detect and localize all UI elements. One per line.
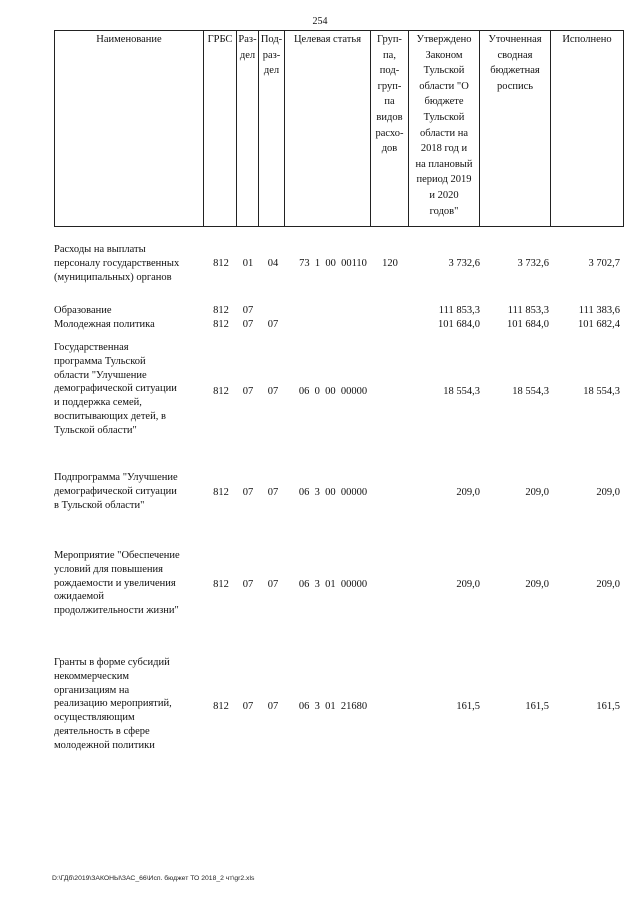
header-tselevaya-statya: Целевая статья: [293, 34, 362, 45]
cell-podrazdel: 07: [267, 487, 279, 498]
cell-razdel: 07: [242, 579, 254, 590]
header-name: Наименование: [96, 34, 162, 45]
header-ispolneno: Исполнено: [562, 34, 612, 45]
cell-tselevaya-statya: 06 3 01 21680: [298, 701, 368, 712]
cell-name: Расходы на выплаты персоналу государственных (муниципальных) органов: [54, 244, 180, 283]
cell-tselevaya-statya: 06 3 01 00000: [298, 579, 368, 590]
cell-tselevaya-statya: 06 3 00 00000: [298, 487, 368, 498]
header-gruppa: Груп- па, под- груп- па видов расхо- дов: [375, 34, 404, 155]
cell-name: Государственная программа Тульской области "Улучшение демографической ситуации и поддержка семей, воспитывающих детей, в Тульской области": [54, 342, 177, 436]
header-razdel: Раз- дел: [238, 34, 257, 61]
cell-utverzhdeno: 101 684,0: [438, 319, 480, 330]
cell-ispolneno: 161,5: [596, 701, 620, 712]
cell-tselevaya-statya: 73 1 00 00110: [299, 258, 367, 269]
cell-utverzhdeno: 209,0: [456, 579, 480, 590]
header-grbs: ГРБС: [207, 34, 233, 45]
cell-grbs: 812: [213, 487, 229, 498]
cell-ispolneno: 111 383,6: [578, 305, 620, 316]
header-podrazdel: Под- раз- дел: [260, 34, 283, 77]
cell-podrazdel: 04: [267, 258, 279, 269]
cell-utverzhdeno: 161,5: [456, 701, 480, 712]
cell-utochnennaya: 209,0: [525, 579, 549, 590]
cell-razdel: 01: [242, 258, 254, 269]
cell-podrazdel: 07: [267, 319, 279, 330]
header-utverzhdeno: Утверждено Законом Тульской области "О бюджете Тульской области на 2018 год и на плановый период 2019 и 2020 годов": [415, 34, 473, 217]
cell-name: Гранты в форме субсидий некоммерческим организациям на реализацию мероприятий, осуществляющим деятельность в сфере молодежной политики: [54, 657, 172, 751]
cell-utverzhdeno: 111 853,3: [438, 305, 480, 316]
cell-utochnennaya: 161,5: [525, 701, 549, 712]
cell-razdel: 07: [242, 305, 254, 316]
cell-utverzhdeno: 3 732,6: [448, 258, 480, 269]
cell-name: Мероприятие "Обеспечение условий для повышения рождаемости и увеличения ожидаемой продолжительности жизни": [54, 550, 180, 617]
cell-utochnennaya: 111 853,3: [507, 305, 549, 316]
cell-grbs: 812: [213, 701, 229, 712]
cell-name: Молодежная политика: [54, 319, 155, 330]
cell-utochnennaya: 3 732,6: [517, 258, 549, 269]
cell-grbs: 812: [213, 386, 229, 397]
cell-ispolneno: 101 682,4: [578, 319, 620, 330]
cell-utochnennaya: 18 554,3: [512, 386, 549, 397]
header-utochnennaya: Уточненная сводная бюджетная роспись: [488, 34, 542, 92]
cell-utochnennaya: 101 684,0: [507, 319, 549, 330]
cell-tselevaya-statya: 06 0 00 00000: [298, 386, 368, 397]
cell-grbs: 812: [213, 258, 229, 269]
page-number: 254: [312, 16, 328, 27]
cell-ispolneno: 209,0: [596, 579, 620, 590]
cell-grbs: 812: [213, 579, 229, 590]
cell-utverzhdeno: 209,0: [456, 487, 480, 498]
table-header: [54, 30, 624, 227]
cell-podrazdel: 07: [267, 386, 279, 397]
cell-razdel: 07: [242, 319, 254, 330]
cell-razdel: 07: [242, 487, 254, 498]
cell-razdel: 07: [242, 701, 254, 712]
cell-podrazdel: 07: [267, 579, 279, 590]
cell-ispolneno: 209,0: [596, 487, 620, 498]
cell-podrazdel: 07: [267, 701, 279, 712]
cell-gruppa: 120: [382, 258, 398, 269]
cell-name: Образование: [54, 305, 112, 316]
cell-ispolneno: 18 554,3: [583, 386, 620, 397]
cell-razdel: 07: [242, 386, 254, 397]
cell-ispolneno: 3 702,7: [588, 258, 620, 269]
footer-file-path: D:\ГДб\2019\ЗАКОНЫ\ЗАС_66\Исп. бюджет ТО 2018_2 чт\gr2.xls: [52, 875, 255, 882]
cell-grbs: 812: [213, 319, 229, 330]
cell-grbs: 812: [213, 305, 229, 316]
cell-utochnennaya: 209,0: [525, 487, 549, 498]
cell-utverzhdeno: 18 554,3: [443, 386, 480, 397]
cell-name: Подпрограмма "Улучшение демографической ситуации в Тульской области": [54, 472, 178, 511]
